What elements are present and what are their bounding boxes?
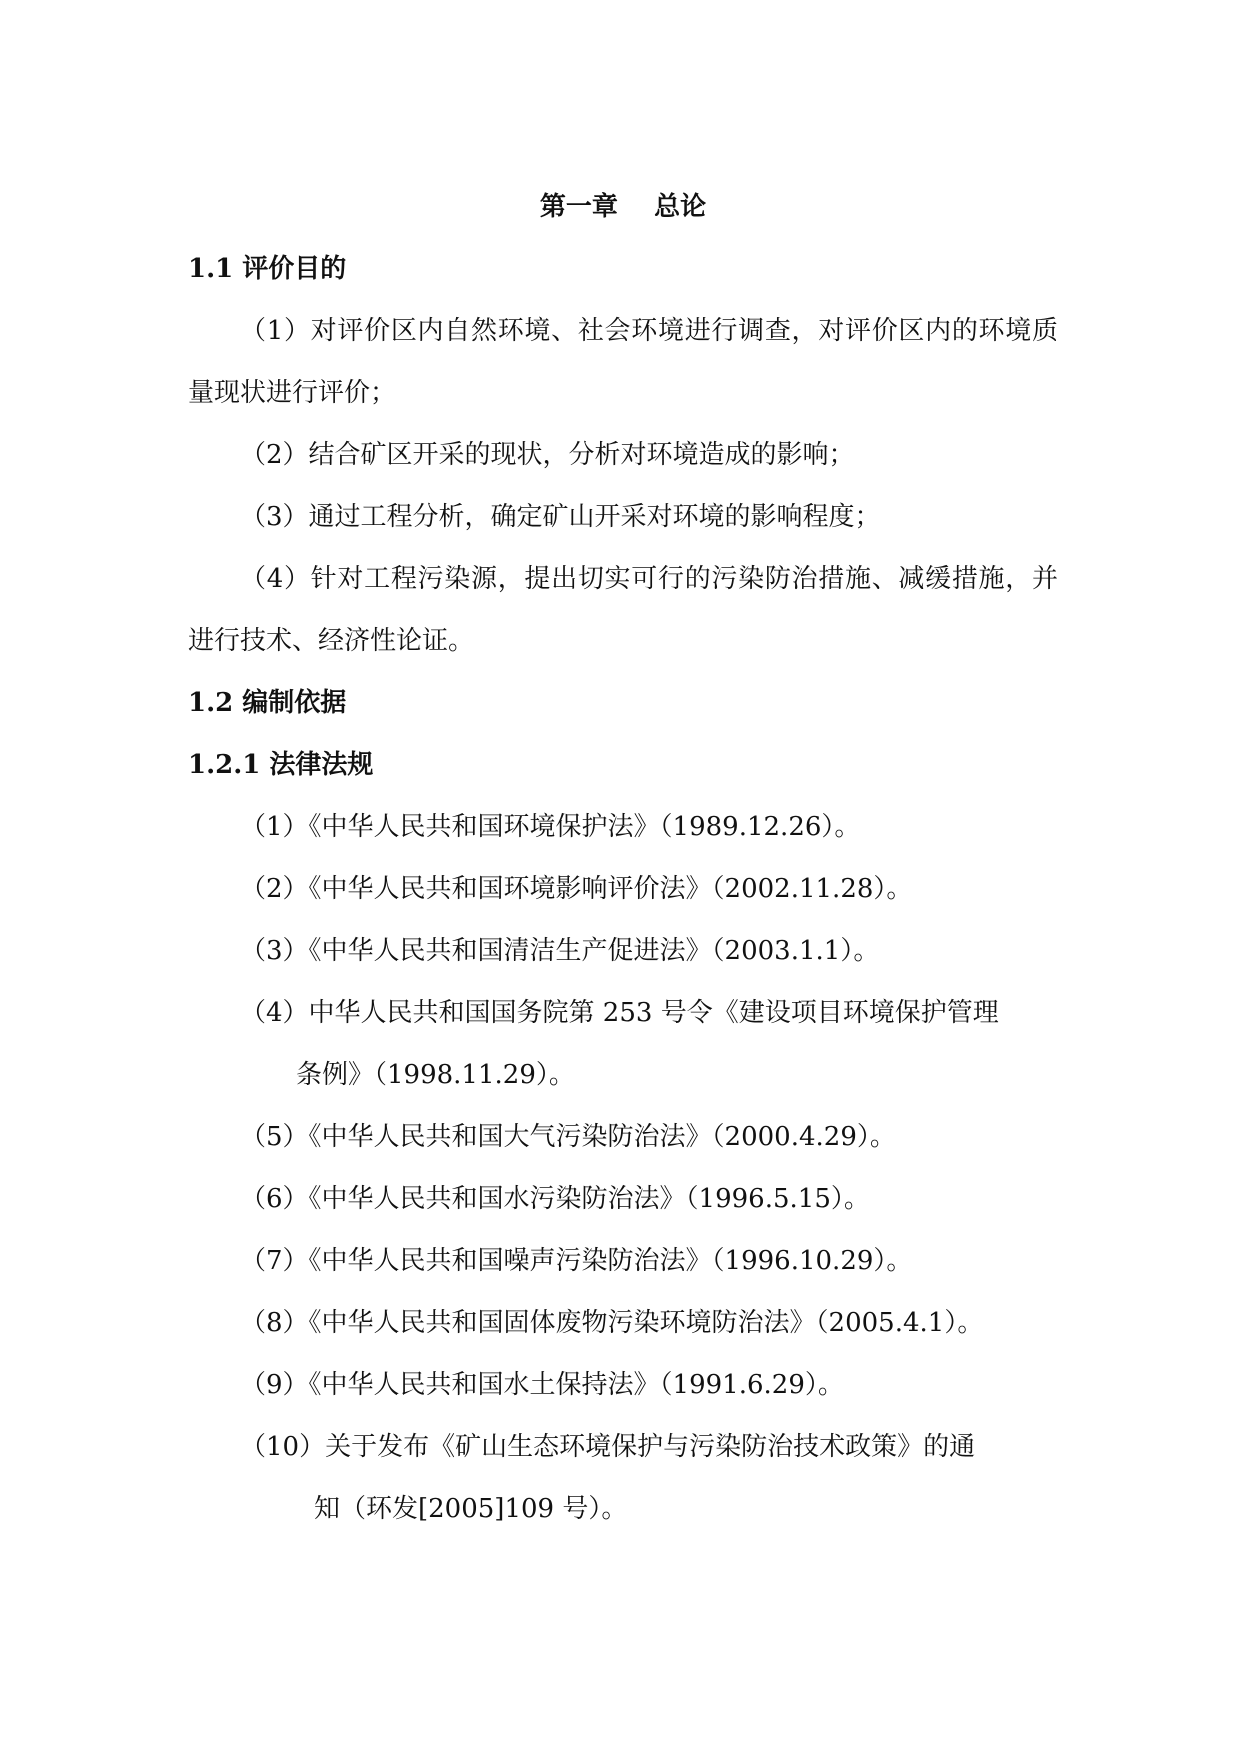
- reference-item-3: [188, 920, 1058, 982]
- chapter-title: 第一章 总论: [539, 192, 707, 222]
- reference-line: （6）《中华人民共和国水污染防治法》（1996.5.15）。: [240, 1184, 870, 1214]
- reference-item-5: [188, 1106, 1058, 1168]
- reference-item-6: [188, 1168, 1058, 1230]
- paragraph-purpose-2: [188, 424, 1058, 486]
- section-heading-1-2-1: 1.2.1 法律法规: [188, 750, 374, 780]
- reference-item-4: [188, 982, 1058, 1106]
- paragraph-purpose-4: [188, 548, 1058, 672]
- reference-line: （2）《中华人民共和国环境影响评价法》（2002.11.28）。: [240, 874, 913, 904]
- reference-item-9: [188, 1354, 1058, 1416]
- reference-line: （1）《中华人民共和国环境保护法》（1989.12.26）。: [240, 812, 861, 842]
- paragraph-line: （4）针对工程污染源，提出切实可行的污染防治措施、减缓措施，: [240, 564, 1032, 594]
- paragraph-line: 并进行技术、经济性论证。: [188, 564, 1058, 656]
- paragraph-line: （1）对评价区内自然环境、社会环境进行调查，对评价区内的环: [240, 316, 1006, 346]
- section-heading-1-2: 1.2 编制依据: [188, 688, 347, 718]
- reference-line: （8）《中华人民共和国固体废物污染环境防治法》（2005.4.1）。: [240, 1308, 984, 1338]
- paragraph-line: （3）通过工程分析，确定矿山开采对环境的影响程度；: [240, 502, 881, 532]
- reference-item-10: [188, 1416, 1058, 1540]
- reference-line: （7）《中华人民共和国噪声污染防治法》（1996.10.29）。: [240, 1246, 913, 1276]
- reference-line: （5）《中华人民共和国大气污染防治法》（2000.4.29）。: [240, 1122, 896, 1152]
- reference-line: （4）中华人民共和国国务院第 253 号令《建设项目环境保护管理: [240, 998, 999, 1028]
- paragraph-line: （2）结合矿区开采的现状，分析对环境造成的影响；: [240, 440, 855, 470]
- paragraph-purpose-3: [188, 486, 1058, 548]
- section-heading-1-1: 1.1 评价目的: [188, 254, 347, 284]
- reference-line: （3）《中华人民共和国清洁生产促进法》（2003.1.1）。: [240, 936, 880, 966]
- reference-line: （9）《中华人民共和国水土保持法》（1991.6.29）。: [240, 1370, 844, 1400]
- reference-line-continued: 知（环发[2005]109 号）。: [314, 1494, 628, 1524]
- paragraph-purpose-1: [188, 300, 1058, 424]
- reference-line-continued: 条例》（1998.11.29）。: [296, 1060, 575, 1090]
- page-content: [188, 176, 1058, 1540]
- reference-item-7: [188, 1230, 1058, 1292]
- reference-item-8: [188, 1292, 1058, 1354]
- reference-item-2: [188, 858, 1058, 920]
- paragraph-line: 境质量现状进行评价；: [188, 316, 1058, 408]
- reference-line: （10）关于发布《矿山生态环境保护与污染防治技术政策》的通: [240, 1432, 976, 1462]
- reference-item-1: [188, 796, 1058, 858]
